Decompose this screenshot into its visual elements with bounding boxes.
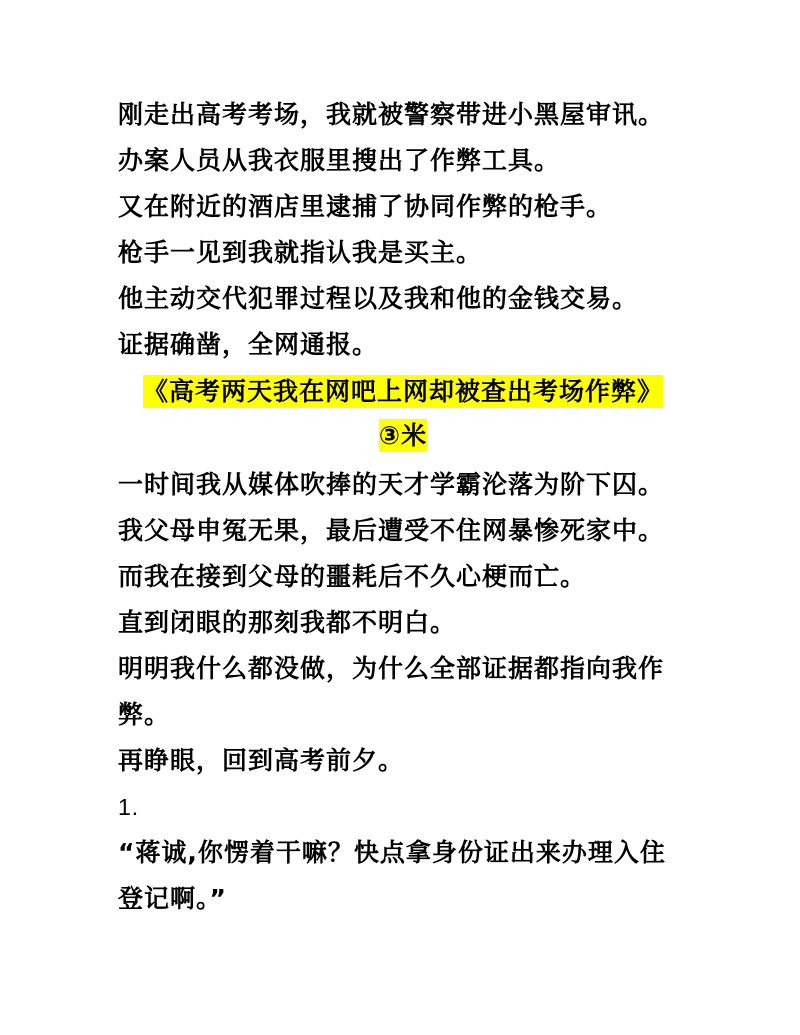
paragraph: 枪手一见到我就指认我是买主。 [118,238,483,267]
section-number: 1. [118,794,140,820]
story-title [118,370,688,458]
story-title-main: 《高考两天我在网吧上网却被查出考场作弊》 [142,377,663,406]
document-body [118,92,688,922]
paragraph: 办案人员从我衣服里搜出了作弊工具。 [118,146,561,175]
paragraph: 一时间我从媒体吹捧的天才学霸沦落为阶下囚。 [118,470,665,499]
paragraph: 我父母申冤无果，最后遭受不住网暴惨死家中。 [118,516,665,545]
paragraph: 直到闭眼的那刻我都不明白。 [118,608,457,637]
paragraph-long: 明明我什么都没做，为什么全部证据都指向我作弊。 [118,654,665,729]
paragraph: 又在附近的酒店里逮捕了协同作弊的枪手。 [118,192,613,221]
story-title-author: ③米 [378,421,428,450]
dialogue-quote: “蒋诚,你愣着干嘛？快点拿身份证出来办理入住登记啊。” [118,838,666,913]
paragraph: 而我在接到父母的噩耗后不久心梗而亡。 [118,562,587,591]
paragraph: 他主动交代犯罪过程以及我和他的金钱交易。 [118,284,639,313]
paragraph: 证据确凿，全网通报。 [118,330,379,359]
paragraph: 再睁眼，回到高考前夕。 [118,746,405,775]
paragraph: 刚走出高考考场，我就被警察带进小黑屋审讯。 [118,100,665,129]
